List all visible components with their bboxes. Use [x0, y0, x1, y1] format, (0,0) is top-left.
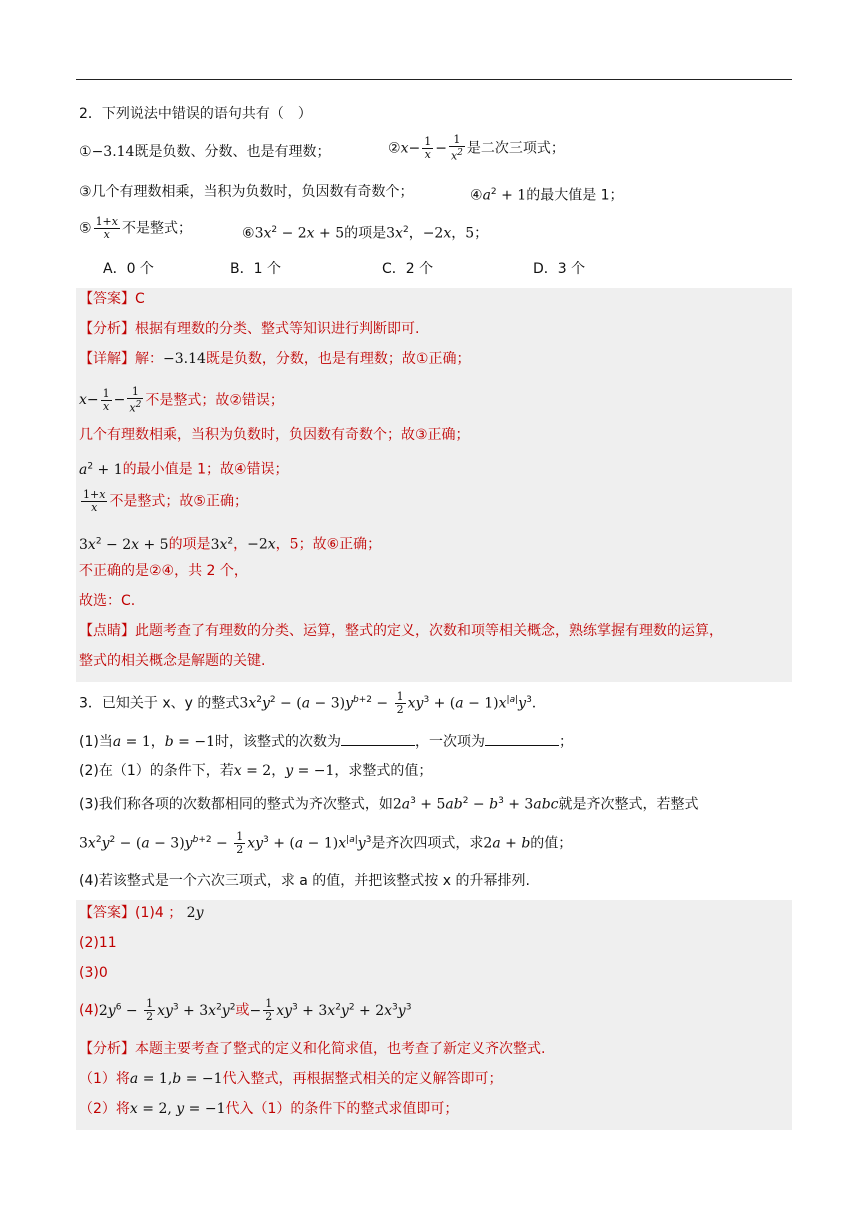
q2-option-a: A．0 个	[103, 261, 154, 277]
q3-p2-a: (2)在（1）的条件下，若	[79, 763, 234, 779]
detail-1-text: 既是负数，分数，也是有理数；故①正确；	[205, 351, 471, 367]
q2-detail-1: 【详解】解：−3.14既是负数，分数，也是有理数；故①正确；	[79, 351, 471, 367]
q3-step2-a: （2）将	[79, 1101, 130, 1117]
q2-stem: 2．下列说法中错误的语句共有（ ）	[79, 106, 312, 122]
q2-option-b: B．1 个	[230, 261, 281, 277]
q3-p3-b: 就是齐次整式，若整式	[558, 796, 699, 813]
q2-statement-5: ⑤ $\frac{1+x}{x}$ 不是整式；	[79, 215, 192, 241]
q3-answer-1: 【答案】(1)4 ； 2y	[79, 905, 204, 921]
detail-6a-text: 的项是	[168, 536, 211, 553]
q3-p3-a: (3)我们称各项的次数都相同的整式为齐次整式，如	[79, 796, 393, 813]
q2-answer: 【答案】C	[79, 291, 145, 307]
q3-p1-b: 时，该整式的次数为	[215, 734, 341, 750]
q2-statement-4: $④a^2 + 1$的最大值是 1；	[470, 187, 624, 204]
q2-detail-6: $3x^2 - 2x + 5$的项是$3x^2$，−2x，5；故⑥正确；	[79, 536, 382, 553]
q3-p1-a: (1)当	[79, 734, 113, 750]
q3-stem-text: 3．已知关于 x、y 的整式	[79, 695, 240, 712]
q2-detail-8: 故选：C.	[79, 593, 136, 609]
answer-blank-degree[interactable]	[341, 731, 415, 746]
q3-step1-a: （1）将	[79, 1071, 130, 1087]
q2-comment-2: 整式的相关概念是解题的关键.	[79, 653, 266, 669]
q2-detail-5: $\frac{1+x}{x}$ 不是整式；故⑤正确；	[83, 488, 248, 514]
q3-step-2: （2）将x = 2, y = −1代入（1）的条件下的整式求值即可；	[79, 1101, 459, 1117]
q2-analysis: 【分析】根据有理数的分类、整式等知识进行判断即可.	[79, 321, 420, 337]
q3-p2-b: ，求整式的值；	[334, 763, 433, 779]
circle-number-4: ④	[470, 187, 483, 204]
q2-statement-3: ③几个有理数相乘，当积为负数时，负因数有奇数个；	[79, 184, 414, 200]
q3-answer-label: 【答案】(1)4 ；	[79, 905, 183, 921]
q2-statement-6: $⑥3x^2 - 2x + 5$的项是$3x^2$，−2x，5；	[242, 225, 489, 242]
q3-part-2: (2)在（1）的条件下，若x = 2，y = −1，求整式的值；	[79, 763, 433, 779]
circle-number-2: ②	[388, 140, 401, 157]
q2-s2-text: 是二次三项式；	[466, 140, 565, 157]
q3-step2-b: 代入（1）的条件下的整式求值即可；	[225, 1101, 459, 1117]
q3-p3-d: 的值；	[530, 835, 573, 852]
q3-answer-2: (2)11	[79, 935, 117, 951]
q3-part-3: (3)我们称各项的次数都相同的整式为齐次整式，如$2a^3 + 5ab^2 - b^3 + 3abc$就是齐次整式，若整式	[79, 796, 699, 813]
q3-part-4: (4)若该整式是一个六次三项式，求 a 的值，并把该整式按 x 的升幂排列.	[79, 873, 530, 889]
circle-number-5: ⑤	[79, 220, 92, 237]
detail-5-text: 不是整式；故⑤正确；	[109, 493, 248, 510]
detail-2-text: 不是整式；故②错误；	[145, 392, 284, 409]
q2-statement-2: ②x− $\frac{1}{x}$ − $\frac{1}{x^2}$ 是二次三项式；	[388, 133, 565, 163]
q3-p1-d: ；	[559, 734, 573, 750]
q2-s5-text: 不是整式；	[122, 220, 192, 237]
q3-step-1: （1）将a = 1,b = −1代入整式，再根据整式相关的定义解答即可；	[79, 1071, 503, 1087]
detail-label: 【详解】解：	[79, 351, 163, 367]
q3-ans4-or: 或	[235, 1002, 250, 1019]
detail-4-text: 的最小值是 1；故④错误；	[122, 461, 289, 478]
q2-detail-2: x− $\frac{1}{x}$ − $\frac{1}{x^2}$ 不是整式；故②错误；	[79, 385, 284, 415]
circle-number-1: ①	[79, 144, 92, 160]
q2-option-c: C．2 个	[382, 261, 434, 277]
q3-p1-c: ，一次项为	[415, 734, 485, 750]
q2-detail-3: 几个有理数相乘，当积为负数时，负因数有奇数个；故③正确；	[79, 427, 470, 443]
header-rule	[76, 79, 792, 80]
detail-6b-text: ；故⑥正确；	[298, 536, 382, 553]
q2-statement-1: ①−3.14既是负数、分数、也是有理数；	[79, 144, 331, 160]
q3-part-3-cont: $3x^2y^2 - (a - 3)y^{b+2}$ − $\frac{1}{2}$ $xy^3 + (a - 1)x^{|a|}y^3$是齐次四项式，求2a + b的值；	[79, 830, 573, 857]
q2-s6-text: 的项是	[344, 225, 387, 242]
q2-comment-1: 【点睛】此题考查了有理数的分类、运算，整式的定义，次数和项等相关概念，熟练掌握有理数的运算，	[79, 623, 723, 639]
q2-detail-7: 不正确的是②④，共 2 个，	[79, 563, 248, 579]
q3-p3-c: 是齐次四项式，求	[371, 835, 484, 852]
q3-step1-b: 代入整式，再根据整式相关的定义解答即可；	[222, 1071, 503, 1087]
answer-blank-linear-term[interactable]	[485, 731, 559, 746]
q3-part-1: (1)当a = 1，b = −1时，该整式的次数为 ，一次项为 ；	[79, 731, 573, 752]
q2-option-d: D．3 个	[533, 261, 586, 277]
q3-answer-3: (3)0	[79, 965, 108, 981]
q2-s1-text: 既是负数、分数、也是有理数；	[134, 144, 331, 160]
q3-ans4-label: (4)	[79, 1002, 99, 1019]
q3-stem: 3．已知关于 x、y 的整式$3x^2y^2 - (a - 3)y^{b+2}$ − $\frac{1}{2}$ $xy^3 + (a - 1)x^{|a|}y^3$.	[79, 690, 537, 717]
q2-detail-4: $a^2 + 1$的最小值是 1；故④错误；	[79, 461, 289, 478]
q2-s4-text: 的最大值是 1；	[526, 187, 624, 204]
q3-answer-4: $(4)2y^6$ − $\frac{1}{2}$ $xy^3 + 3x^2y^2$或− $\frac{1}{2}$ $xy^3 + 3x^2y^2 + 2x^3y^3$	[79, 997, 412, 1024]
q3-analysis: 【分析】本题主要考查了整式的定义和化简求值，也考查了新定义齐次整式.	[79, 1041, 546, 1057]
circle-number-6: ⑥	[242, 225, 255, 242]
